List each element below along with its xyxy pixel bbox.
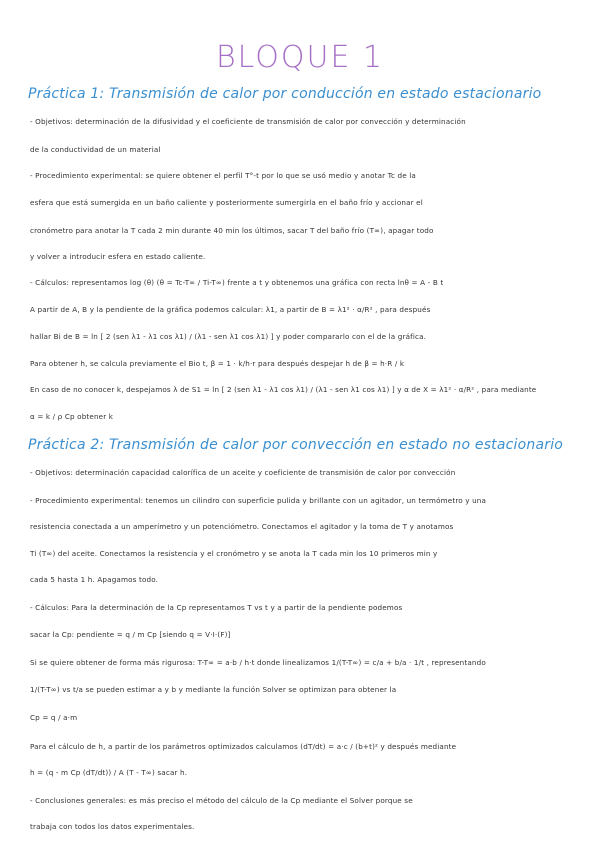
- practica1-line-2: - Procedimiento experimental: se quiere obtener el perfil T°-t por lo que se usó medio y anotar Tc de la: [30, 171, 416, 180]
- practica1-line-4: cronómetro para anotar la T cada 2 min durante 40 min los últimos, sacar T del baño frío (T∞), apagar todo: [30, 226, 434, 235]
- practica1-line-5: y volver a introducir esfera en estado caliente.: [30, 252, 206, 261]
- practica1-line-1: de la conductividad de un material: [30, 145, 161, 154]
- practica1-line-10: En caso de no conocer k, despejamos λ de S1 = ln [ 2 (sen λ1 - λ1 cos λ1) / (λ1 - sen λ1 cos λ1) ] y α de X = λ1² · α/R² , para mediante: [30, 385, 537, 394]
- section-heading-practica-1: Práctica 1: Transmisión de calor por conducción en estado estacionario: [28, 86, 542, 102]
- practica1-line-7: A partir de A, B y la pendiente de la gráfica podemos calcular: λ1, a partir de B = λ1² · α/R² , para después: [30, 305, 431, 314]
- practica2-line-9: Cp = q / a·m: [30, 713, 78, 722]
- practica2-line-3: Ti (T∞) del aceite. Conectamos la resistencia y el cronómetro y se anota la T cada min los 10 primeros min y: [30, 549, 438, 558]
- practica2-line-13: trabaja con todos los datos experimentales.: [30, 822, 195, 831]
- practica2-line-6: sacar la Cp: pendiente = q / m Cp [siendo q = V·I·(F)]: [30, 630, 231, 639]
- practica1-line-11: α = k / ρ Cp obtener k: [30, 412, 114, 421]
- practica1-line-8: hallar Bi de B = ln [ 2 (sen λ1 - λ1 cos λ1) / (λ1 - sen λ1 cos λ1) ] y poder compararlo con el de la gráfica.: [30, 332, 427, 341]
- practica1-line-3: esfera que está sumergida en un baño caliente y posteriormente sumergirla en el baño frío y accionar el: [30, 198, 423, 207]
- practica2-line-11: h = (q - m Cp (dT/dt)) / A (T - T∞) sacar h.: [30, 768, 188, 777]
- practica1-line-0: - Objetivos: determinación de la difusividad y el coeficiente de transmisión de calor por convección y determinación: [30, 117, 466, 126]
- practica2-line-12: - Conclusiones generales: es más preciso el método del cálculo de la Cp mediante el Solver porque se: [30, 796, 413, 805]
- practica1-line-9: Para obtener h, se calcula previamente el Bio t, β = 1 · k/h·r para después despejar h de β = h·R / k: [30, 359, 405, 368]
- section-heading-practica-2: Práctica 2: Transmisión de calor por convección en estado no estacionario: [28, 437, 564, 453]
- practica2-line-2: resistencia conectada a un amperímetro y un potenciómetro. Conectamos el agitador y la toma de T y anotamos: [30, 522, 454, 531]
- practica2-line-10: Para el cálculo de h, a partir de los parámetros optimizados calculamos (dT/dt) = a·c / (b+t)² y después mediante: [30, 742, 457, 751]
- practica2-line-4: cada 5 hasta 1 h. Apagamos todo.: [30, 575, 159, 584]
- practica2-line-7: Si se quiere obtener de forma más rigurosa: T-T∞ = a·b / h·t donde linealizamos 1/(T-T∞) = c/a + b/a · 1/t , representando: [30, 658, 486, 667]
- practica1-line-6: - Cálculos: representamos log (θ) (θ = Tc-T∞ / Ti-T∞) frente a t y obtenemos una gráfica con recta lnθ = A - B t: [30, 278, 444, 287]
- page-title: BLOQUE 1: [215, 40, 385, 75]
- practica2-line-1: - Procedimiento experimental: tenemos un cilindro con superficie pulida y brillante con un agitador, un termómetro y una: [30, 496, 487, 505]
- practica2-line-8: 1/(T-T∞) vs t/a se pueden estimar a y b y mediante la función Solver se optimizan para obtener la: [30, 685, 397, 694]
- practica2-line-0: - Objetivos: determinación capacidad calorífica de un aceite y coeficiente de transmisión de calor por convección: [30, 468, 456, 477]
- practica2-line-5: - Cálculos: Para la determinación de la Cp representamos T vs t y a partir de la pendiente podemos: [30, 603, 403, 612]
